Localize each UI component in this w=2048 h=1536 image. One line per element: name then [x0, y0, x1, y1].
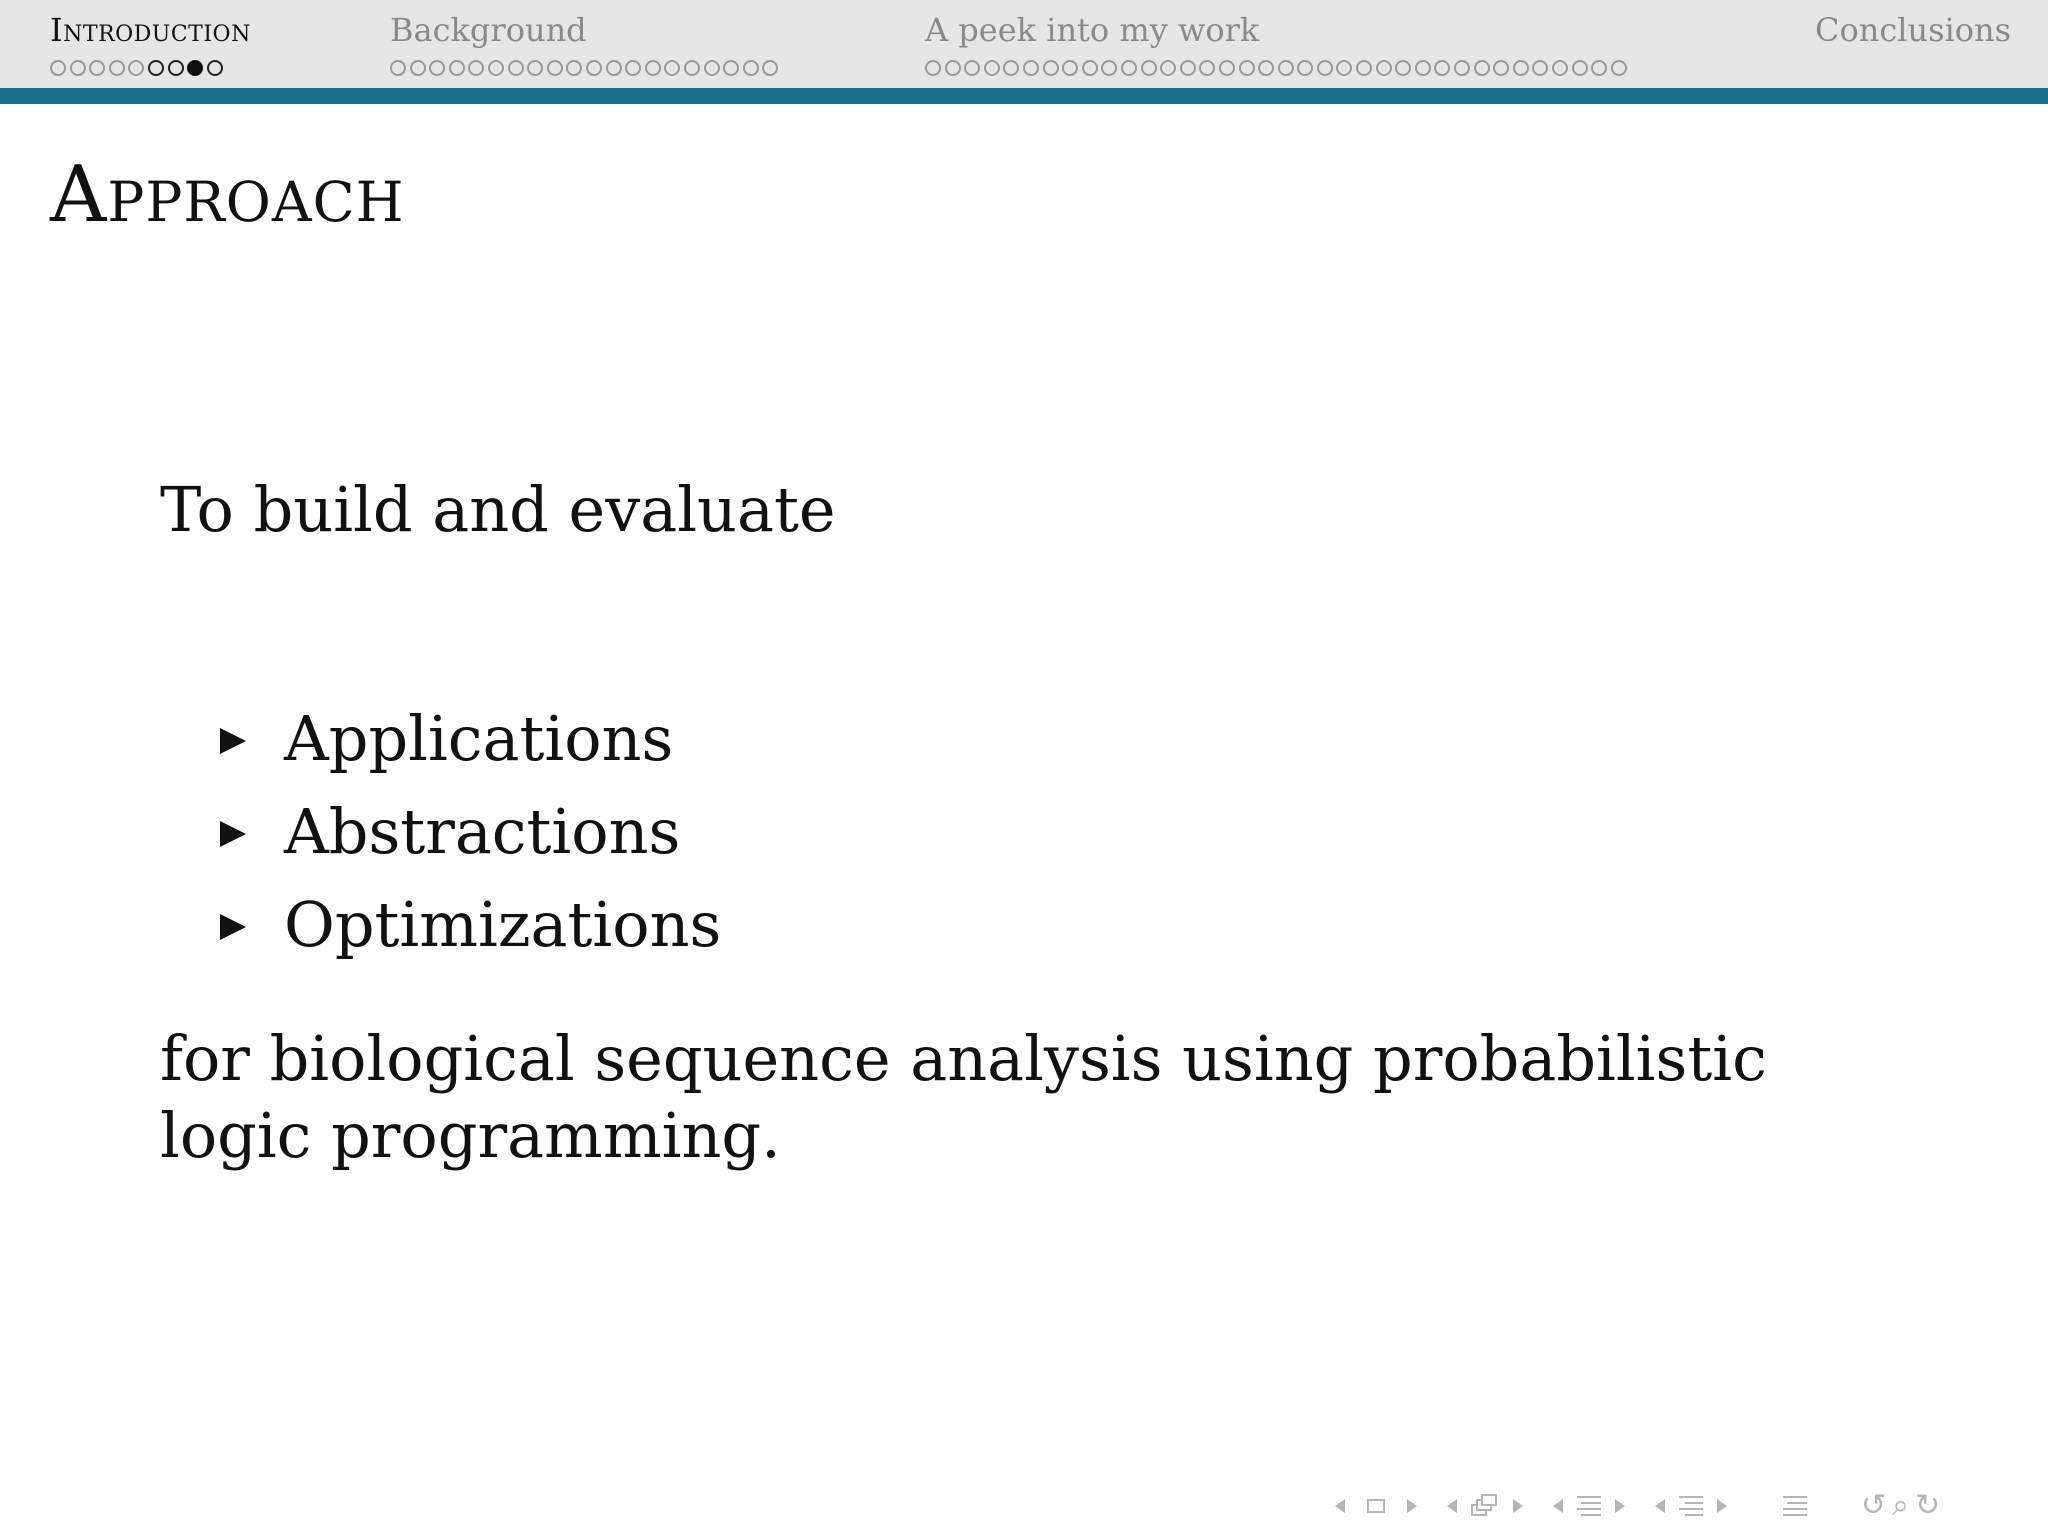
frame-dot[interactable] — [1552, 60, 1568, 76]
frame-dot[interactable] — [1180, 60, 1196, 76]
frame-dot[interactable] — [109, 60, 125, 76]
list-item — [220, 785, 721, 878]
frame-dot[interactable] — [586, 60, 602, 76]
frame-dot[interactable] — [1141, 60, 1157, 76]
frame-dot[interactable] — [984, 60, 1000, 76]
frame-dot[interactable] — [1003, 60, 1019, 76]
frame-dot[interactable] — [50, 60, 66, 76]
subsection-icon[interactable] — [1471, 1494, 1499, 1518]
frame-dot[interactable] — [645, 60, 661, 76]
frame-dot[interactable] — [128, 60, 144, 76]
prev-section-icon[interactable] — [1553, 1499, 1563, 1513]
frame-dot[interactable] — [207, 60, 223, 76]
frame-dot[interactable] — [1023, 60, 1039, 76]
frame-dot[interactable] — [1434, 60, 1450, 76]
frame-dot[interactable] — [390, 60, 406, 76]
frame-dot[interactable] — [468, 60, 484, 76]
frame-dot[interactable] — [664, 60, 680, 76]
frame-dot[interactable] — [625, 60, 641, 76]
slide-title: Approach — [50, 150, 405, 240]
list-item — [220, 878, 721, 971]
frame-dot[interactable] — [168, 60, 184, 76]
frame-dot[interactable] — [1336, 60, 1352, 76]
nav-section-background[interactable] — [390, 10, 778, 76]
frame-icon[interactable] — [1367, 1499, 1385, 1513]
triangle-bullet-icon — [220, 728, 246, 754]
frame-dot[interactable] — [743, 60, 759, 76]
frame-dot[interactable] — [148, 60, 164, 76]
next-section-icon[interactable] — [1615, 1499, 1625, 1513]
back-icon[interactable]: ↺ — [1861, 1488, 1887, 1523]
frame-dot[interactable] — [410, 60, 426, 76]
frame-dot[interactable] — [1591, 60, 1607, 76]
list-item — [220, 692, 721, 785]
frame-dot[interactable] — [684, 60, 700, 76]
frame-dot[interactable] — [1474, 60, 1490, 76]
frame-dot[interactable] — [1082, 60, 1098, 76]
frame-dot[interactable] — [1199, 60, 1215, 76]
frame-dot[interactable] — [925, 60, 941, 76]
forward-icon[interactable]: ↻ — [1914, 1488, 1941, 1523]
frame-dot[interactable] — [566, 60, 582, 76]
lead-text: To build and evaluate — [160, 473, 836, 546]
frame-dot[interactable] — [1219, 60, 1235, 76]
prev-document-icon[interactable] — [1655, 1499, 1665, 1513]
frame-dot[interactable] — [1317, 60, 1333, 76]
frame-dot[interactable] — [488, 60, 504, 76]
nav-section-title[interactable]: A peek into my work — [925, 11, 1260, 49]
bullet-text: Optimizations — [284, 888, 722, 961]
frame-dots — [50, 60, 251, 76]
frame-dot[interactable] — [1239, 60, 1255, 76]
prev-frame-icon[interactable] — [1335, 1499, 1345, 1513]
frame-dot[interactable] — [1043, 60, 1059, 76]
nav-section-introduction[interactable] — [50, 10, 251, 76]
frame-dot[interactable] — [1356, 60, 1372, 76]
frame-dot[interactable] — [1532, 60, 1548, 76]
frame-dot[interactable] — [1101, 60, 1117, 76]
nav-section-conclusions[interactable] — [1815, 10, 2011, 50]
frame-dot[interactable] — [1454, 60, 1470, 76]
next-document-icon[interactable] — [1717, 1499, 1727, 1513]
closing-text: for biological sequence analysis using probabilistic logic programming. — [160, 1022, 1767, 1172]
frame-dot[interactable] — [1572, 60, 1588, 76]
frame-dot[interactable] — [527, 60, 543, 76]
frame-dot[interactable] — [1278, 60, 1294, 76]
frame-dots — [925, 60, 1627, 76]
next-subsection-icon[interactable] — [1513, 1499, 1523, 1513]
header-accent-rule — [0, 88, 2048, 104]
frame-dot[interactable] — [762, 60, 778, 76]
bullet-list — [220, 692, 721, 971]
search-icon[interactable]: ⌕ — [1892, 1488, 1909, 1523]
section-navigation-bar — [0, 0, 2048, 88]
nav-section-title[interactable]: Introduction — [50, 11, 251, 49]
frame-dot[interactable] — [449, 60, 465, 76]
triangle-bullet-icon — [220, 821, 246, 847]
frame-dot[interactable] — [1258, 60, 1274, 76]
frame-dot[interactable] — [606, 60, 622, 76]
nav-section-title[interactable]: Conclusions — [1815, 11, 2012, 49]
frame-dot[interactable] — [1415, 60, 1431, 76]
frame-dot[interactable] — [945, 60, 961, 76]
nav-section-title[interactable]: Background — [390, 11, 587, 49]
nav-section-peek[interactable] — [925, 10, 1627, 76]
bullet-text: Applications — [284, 702, 674, 775]
frame-dot[interactable] — [1513, 60, 1529, 76]
frame-dot[interactable] — [508, 60, 524, 76]
frame-dot[interactable] — [429, 60, 445, 76]
frame-dot[interactable] — [1493, 60, 1509, 76]
frame-dot[interactable] — [1297, 60, 1313, 76]
frame-dot[interactable] — [89, 60, 105, 76]
bullet-text: Abstractions — [284, 795, 681, 868]
frame-dot[interactable] — [1611, 60, 1627, 76]
section-icon[interactable] — [1577, 1496, 1601, 1516]
frame-dot[interactable] — [964, 60, 980, 76]
current-frame-dot[interactable] — [187, 60, 203, 76]
frame-dot[interactable] — [1121, 60, 1137, 76]
document-icon[interactable] — [1679, 1496, 1703, 1516]
frame-dot[interactable] — [1062, 60, 1078, 76]
prev-subsection-icon[interactable] — [1447, 1499, 1457, 1513]
frame-dot[interactable] — [547, 60, 563, 76]
frame-dot[interactable] — [70, 60, 86, 76]
frame-dots — [390, 60, 778, 76]
frame-dot[interactable] — [1160, 60, 1176, 76]
navigation-symbols — [1335, 1488, 1940, 1524]
next-frame-icon[interactable] — [1407, 1499, 1417, 1513]
triangle-bullet-icon — [220, 914, 246, 940]
appendix-icon[interactable] — [1783, 1496, 1807, 1516]
frame-dot[interactable] — [1395, 60, 1411, 76]
frame-dot[interactable] — [704, 60, 720, 76]
frame-dot[interactable] — [723, 60, 739, 76]
frame-dot[interactable] — [1376, 60, 1392, 76]
